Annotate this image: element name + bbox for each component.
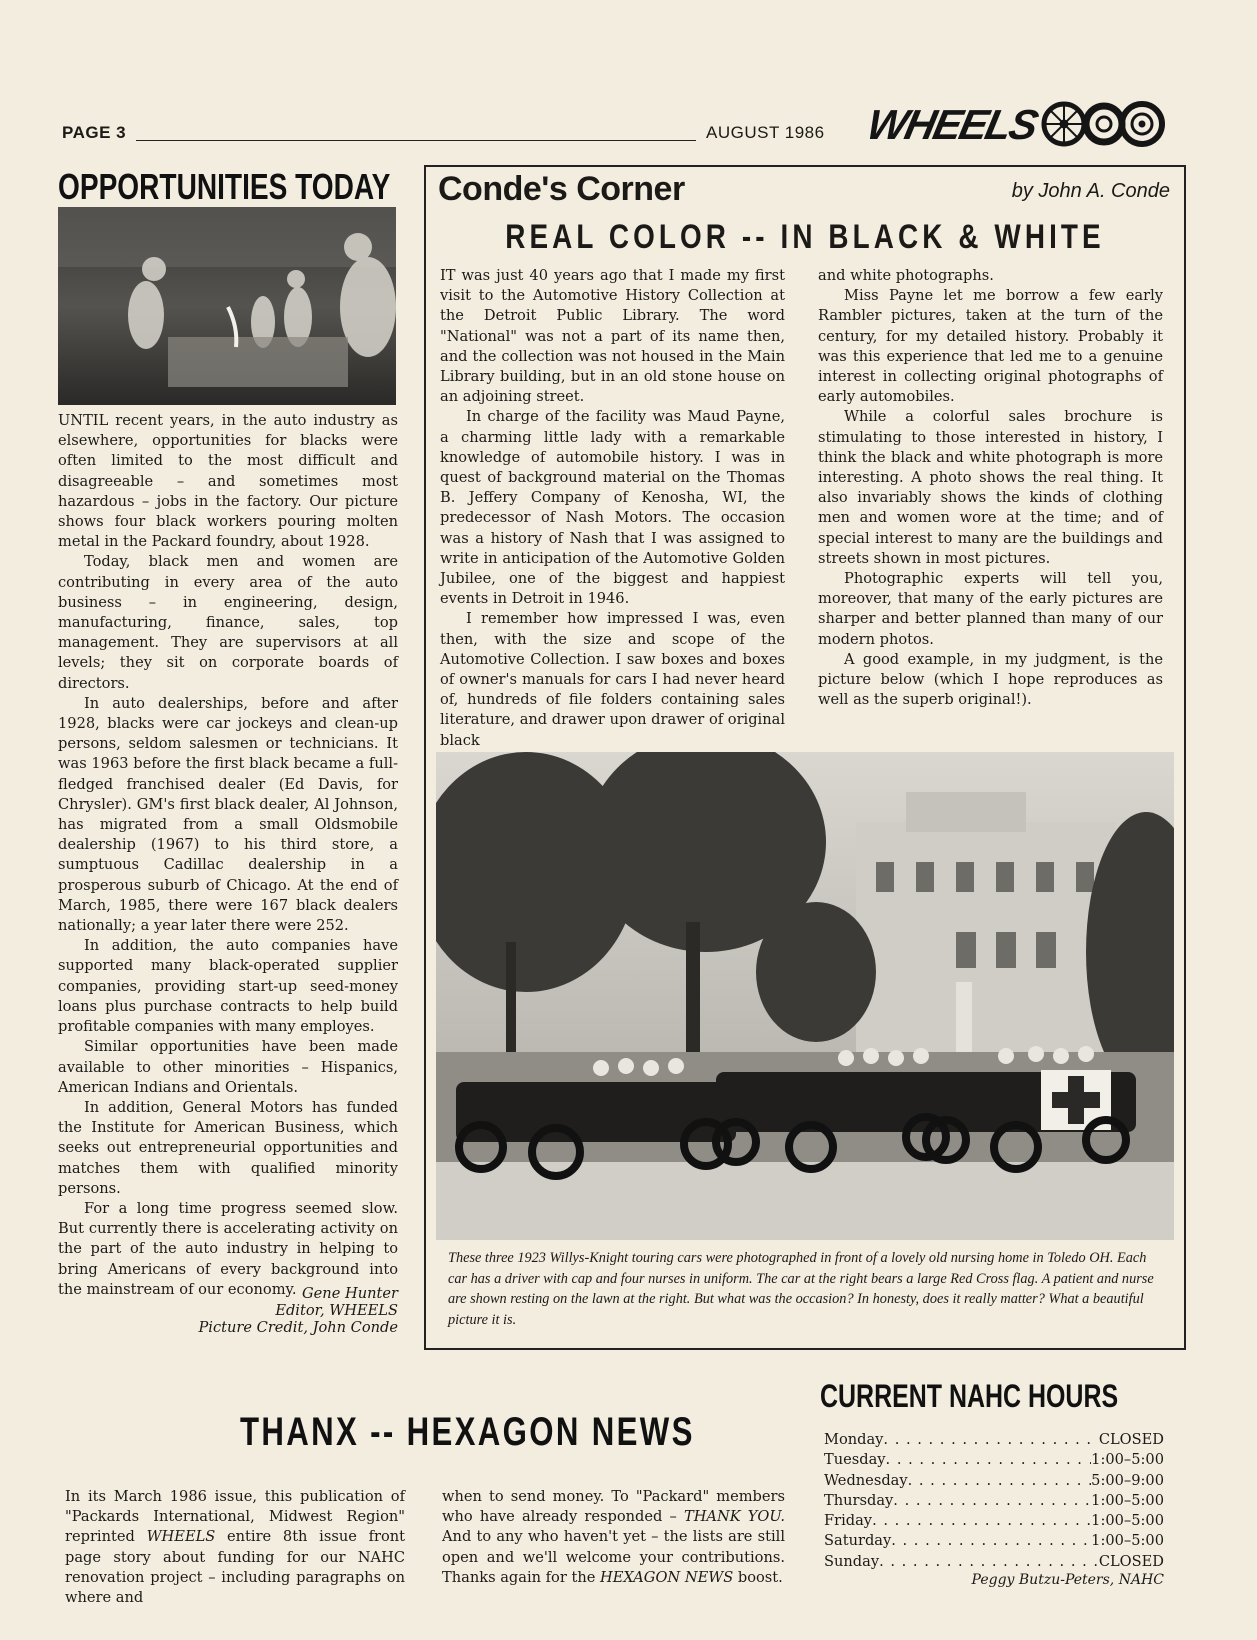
leader-dots <box>883 1430 1098 1450</box>
article-paragraph: Similar opportunities have been made available to other minorities – Hispanics, American Indians and Orientals. <box>58 1038 398 1096</box>
hours-day: Saturday <box>824 1532 892 1550</box>
hours-credit: Peggy Butzu-Peters, NAHC <box>971 1572 1164 1588</box>
hours-row <box>824 1430 1164 1450</box>
article-paragraph: In addition, the auto companies have supported many black-operated supplier companies, providing start-up seed-money loans plus purchase contracts to help build profitable companies with many employes. <box>58 937 398 1036</box>
leader-dots <box>879 1552 1099 1572</box>
text-run-italic: THANK YOU. <box>683 1508 785 1526</box>
hexagon-title: THANX -- HEXAGON NEWS <box>240 1410 695 1454</box>
article-paragraph: I remember how impressed I was, even then, with the size and scope of the Automotive Collection. I saw boxes and boxes of owner's manuals for cars I had never heard of, hundreds of file folders containing sales literature, and drawer upon drawer of original black <box>440 610 785 749</box>
leader-dots <box>872 1511 1091 1531</box>
hours-row <box>824 1491 1164 1511</box>
hours-row <box>824 1471 1164 1491</box>
picture-credit: Picture Credit, John Conde <box>198 1319 398 1336</box>
hours-day: Tuesday <box>824 1451 886 1469</box>
hours-day: Monday <box>824 1431 884 1448</box>
text-run: when to send money. To "Packard" members who have already responded – <box>442 1488 785 1526</box>
byline: by John A. Conde <box>1011 180 1170 202</box>
leader-dots <box>886 1450 1092 1470</box>
hours-row <box>824 1450 1164 1470</box>
hours-time: CLOSED <box>1098 1431 1164 1448</box>
hours-row <box>824 1531 1164 1551</box>
hours-day: Sunday <box>824 1552 880 1570</box>
article-paragraph: A good example, in my judgment, is the picture below (which I hope reproduces as well as the superb original!). <box>818 650 1163 709</box>
leader-dots <box>908 1471 1092 1491</box>
issue-date: AUGUST 1986 <box>706 123 825 142</box>
hours-title: CURRENT NAHC HOURS <box>820 1378 1119 1414</box>
article-paragraph: IT was just 40 years ago that I made my first visit to the Automotive History Collection at the Detroit Public Library. The word "National" was not a part of its name then, and the collection was not housed in the Main Library building, but in an old stone house on an adjoining street. <box>440 267 785 406</box>
leader-dots <box>893 1491 1091 1511</box>
hours-time: 1:00–5:00 <box>1091 1451 1164 1469</box>
hours-table <box>824 1430 1164 1572</box>
article-paragraph: Today, black men and women are contributing in every area of the auto business – in engineering, design, manufacturing, finance, sales, top management. They are supervisors at all levels; they sit on corporate boards of directors. <box>58 553 398 692</box>
wheels-logo-text: WHEELS <box>863 101 1041 148</box>
hours-time: 1:00–5:00 <box>1091 1512 1164 1530</box>
text-run-italic: WHEELS <box>146 1528 216 1546</box>
signature-title: Editor, WHEELS <box>275 1302 398 1319</box>
article-paragraph: In charge of the facility was Maud Payne, a charming little lady with a remarkable knowledge of automobile history. I was in quest of background material on the Thomas B. Jeffery Company of Kenosha, WI, the predecessor of Nash Motors. The occasion was a history of Nash that I was assigned to write in anticipation of the Automotive Golden Jubilee, one of the biggest and happiest events in Detroit in 1946. <box>440 408 785 608</box>
opportunities-article <box>58 411 398 1300</box>
article-paragraph: and white photographs. <box>818 267 994 284</box>
text-run: entire 8th issue front page story about funding for our NAHC renovation project – including paragraphs on where and <box>65 1528 405 1607</box>
hours-day: Wednesday <box>824 1471 908 1489</box>
hours-day: Friday <box>824 1512 873 1530</box>
text-run: And to any who haven't yet – the lists are still open and we'll welcome your contributions. Thanks again for the <box>442 1528 785 1586</box>
willys-knight-photo <box>436 752 1174 1240</box>
hours-time: 5:00–9:00 <box>1091 1471 1164 1489</box>
hexagon-column-2 <box>442 1487 785 1588</box>
page-number: PAGE 3 <box>62 123 127 142</box>
text-run: boost. <box>733 1568 783 1586</box>
header-rule <box>136 140 696 141</box>
conde-column-2 <box>818 266 1163 710</box>
article-paragraph: For a long time progress seemed slow. But currently there is accelerating activity on the part of the auto industry in helping to bring Americans of every background into the mainstream of our economy. <box>58 1199 398 1298</box>
leader-dots <box>891 1531 1091 1551</box>
hours-time: CLOSED <box>1098 1552 1164 1570</box>
article-paragraph: While a colorful sales brochure is stimulating to those interested in history, I think the black and white photograph is more interesting. A photo shows the real thing. It also invariably shows the kinds of clothing men and women wore at the time; and of special interest to many are the buildings and streets shown in most pictures. <box>818 408 1163 567</box>
hours-row <box>824 1552 1164 1572</box>
photo-caption: These three 1923 Willys-Knight touring cars were photographed in front of a lovely old nursing home in Toledo OH. Each car has a driver with cap and four nurses in uniform. The car at the right bears a large Red Cross flag. A patient and nurse are shown resting on the lawn at the right. But what was the occasion? In honesty, does it really matter? What a beautiful picture it is. <box>448 1250 1154 1328</box>
article-paragraph: In addition, General Motors has funded the Institute for American Business, which seeks out entrepreneurial opportunities and matches them with qualified minority persons. <box>58 1098 398 1197</box>
headline: REAL COLOR -- IN BLACK & WHITE <box>505 218 1105 256</box>
article-paragraph: Photographic experts will tell you, moreover, that many of the early pictures are sharper and better planned than many of our modern photos. <box>818 570 1163 648</box>
signature-block <box>58 1285 398 1336</box>
hexagon-column-1 <box>65 1487 405 1608</box>
conde-column-1 <box>440 266 785 751</box>
article-paragraph: UNTIL recent years, in the auto industry as elsewhere, opportunities for blacks were often limited to the most difficult and disagreeable – and sometimes most hazardous – jobs in the factory. Our picture shows four black workers pouring molten metal in the Packard foundry, about 1928. <box>58 412 398 551</box>
wheels-logo-icon <box>1040 100 1165 148</box>
column-title: Conde's Corner <box>438 170 685 208</box>
article-paragraph: In auto dealerships, before and after 1928, blacks were car jockeys and clean-up persons, seldom salesmen or technicians. It was 1963 before the first black became a full-fledged franchised dealer (Ed Davis, for Chrysler). GM's first black dealer, Al Johnson, has migrated from a small Oldsmobile dealership (1967) to his third store, a sumptuous Cadillac dealership in a prosperous suburb of Chicago. At the end of March, 1985, there were 167 black dealers nationally; a year later there were 252. <box>58 694 398 935</box>
opportunities-title: OPPORTUNITIES TODAY <box>58 166 391 207</box>
hours-day: Thursday <box>824 1491 894 1509</box>
text-run: In its March 1986 issue, this publication of "Packards International, Midwest Region" reprinted <box>65 1488 405 1546</box>
hours-row <box>824 1511 1164 1531</box>
text-run-italic: HEXAGON NEWS <box>600 1568 734 1586</box>
hours-time: 1:00–5:00 <box>1091 1532 1164 1550</box>
article-paragraph: Miss Payne let me borrow a few early Rambler pictures, taken at the turn of the century, for my detailed history. Probably it was this experience that led me to a genuine interest in collecting original photographs of early automobiles. <box>818 287 1163 406</box>
hours-time: 1:00–5:00 <box>1091 1491 1164 1509</box>
signature-name: Gene Hunter <box>302 1285 398 1302</box>
foundry-photo <box>58 207 396 405</box>
